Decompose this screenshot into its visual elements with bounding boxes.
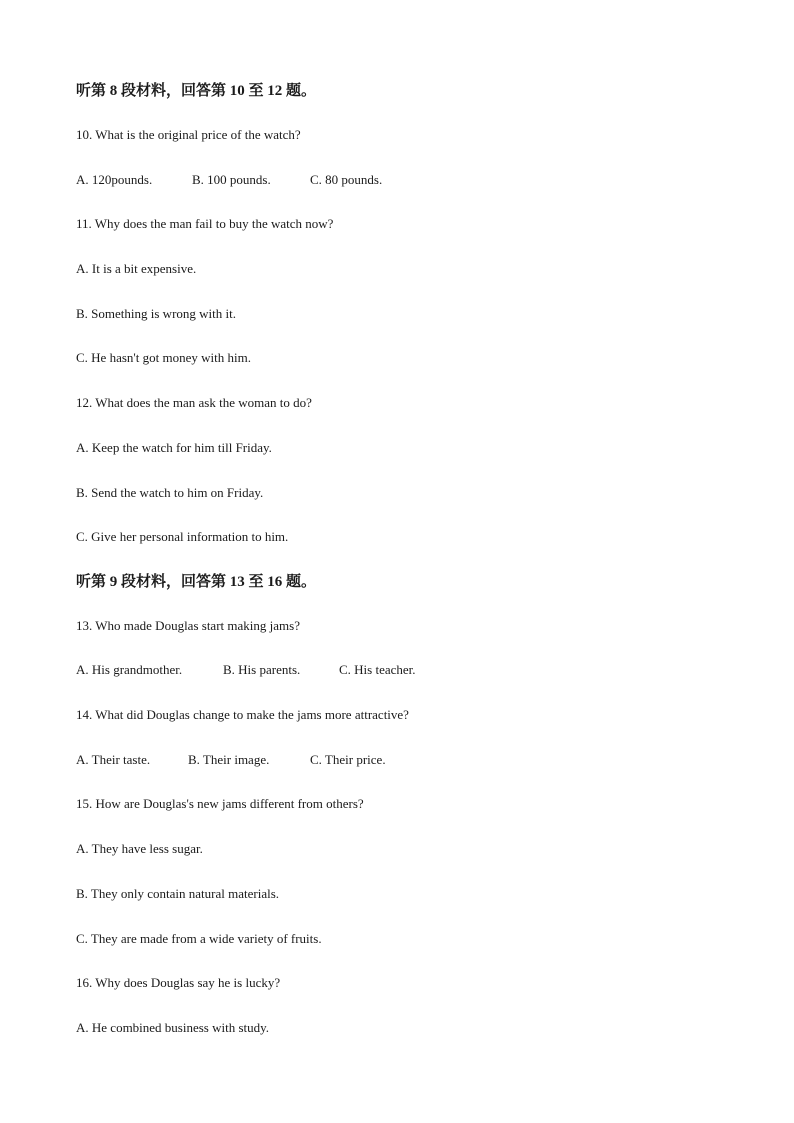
option-a: A. Their taste. xyxy=(76,751,151,767)
option-b: B. They only contain natural materials. xyxy=(76,885,280,901)
option-c: C. He hasn't got money with him. xyxy=(76,350,251,366)
option-c: C. His teacher. xyxy=(339,662,416,678)
option-c: C. 80 pounds. xyxy=(310,171,383,187)
options-row xyxy=(76,171,736,189)
question-stem: 15. How are Douglas's new jams different from others? xyxy=(76,796,364,812)
options-row xyxy=(76,661,736,679)
option-a: A. They have less sugar. xyxy=(76,841,203,857)
option-a: A. 120pounds. xyxy=(76,171,153,187)
option-b: B. Send the watch to him on Friday. xyxy=(76,484,264,500)
option-c: C. Their price. xyxy=(310,751,386,767)
question-stem: 10. What is the original price of the watch? xyxy=(76,127,301,142)
option-b: B. Something is wrong with it. xyxy=(76,305,236,321)
option-b: B. His parents. xyxy=(223,662,301,678)
option-a: A. It is a bit expensive. xyxy=(76,261,197,277)
question-stem: 12. What does the man ask the woman to do? xyxy=(76,395,312,411)
option-c: C. Give her personal information to him. xyxy=(76,529,289,545)
option-b: B. Their image. xyxy=(188,751,270,767)
question-stem: 13. Who made Douglas start making jams? xyxy=(76,617,300,633)
option-a: A. His grandmother. xyxy=(76,662,183,678)
option-c: C. They are made from a wide variety of fruits. xyxy=(76,930,322,946)
question-stem: 11. Why does the man fail to buy the watch now? xyxy=(76,216,334,232)
question-stem: 14. What did Douglas change to make the jams more attractive? xyxy=(76,707,409,723)
question-stem: 16. Why does Douglas say he is lucky? xyxy=(76,975,281,991)
section-title: 听第 9 段材料，回答第 13 至 16 题。 xyxy=(76,573,317,590)
option-a: A. He combined business with study. xyxy=(76,1019,270,1035)
section-title: 听第 8 段材料，回答第 10 至 12 题。 xyxy=(76,83,317,99)
option-a: A. Keep the watch for him till Friday. xyxy=(76,439,272,455)
options-row xyxy=(76,751,736,769)
option-b: B. 100 pounds. xyxy=(192,171,271,187)
exam-page xyxy=(76,80,736,1037)
